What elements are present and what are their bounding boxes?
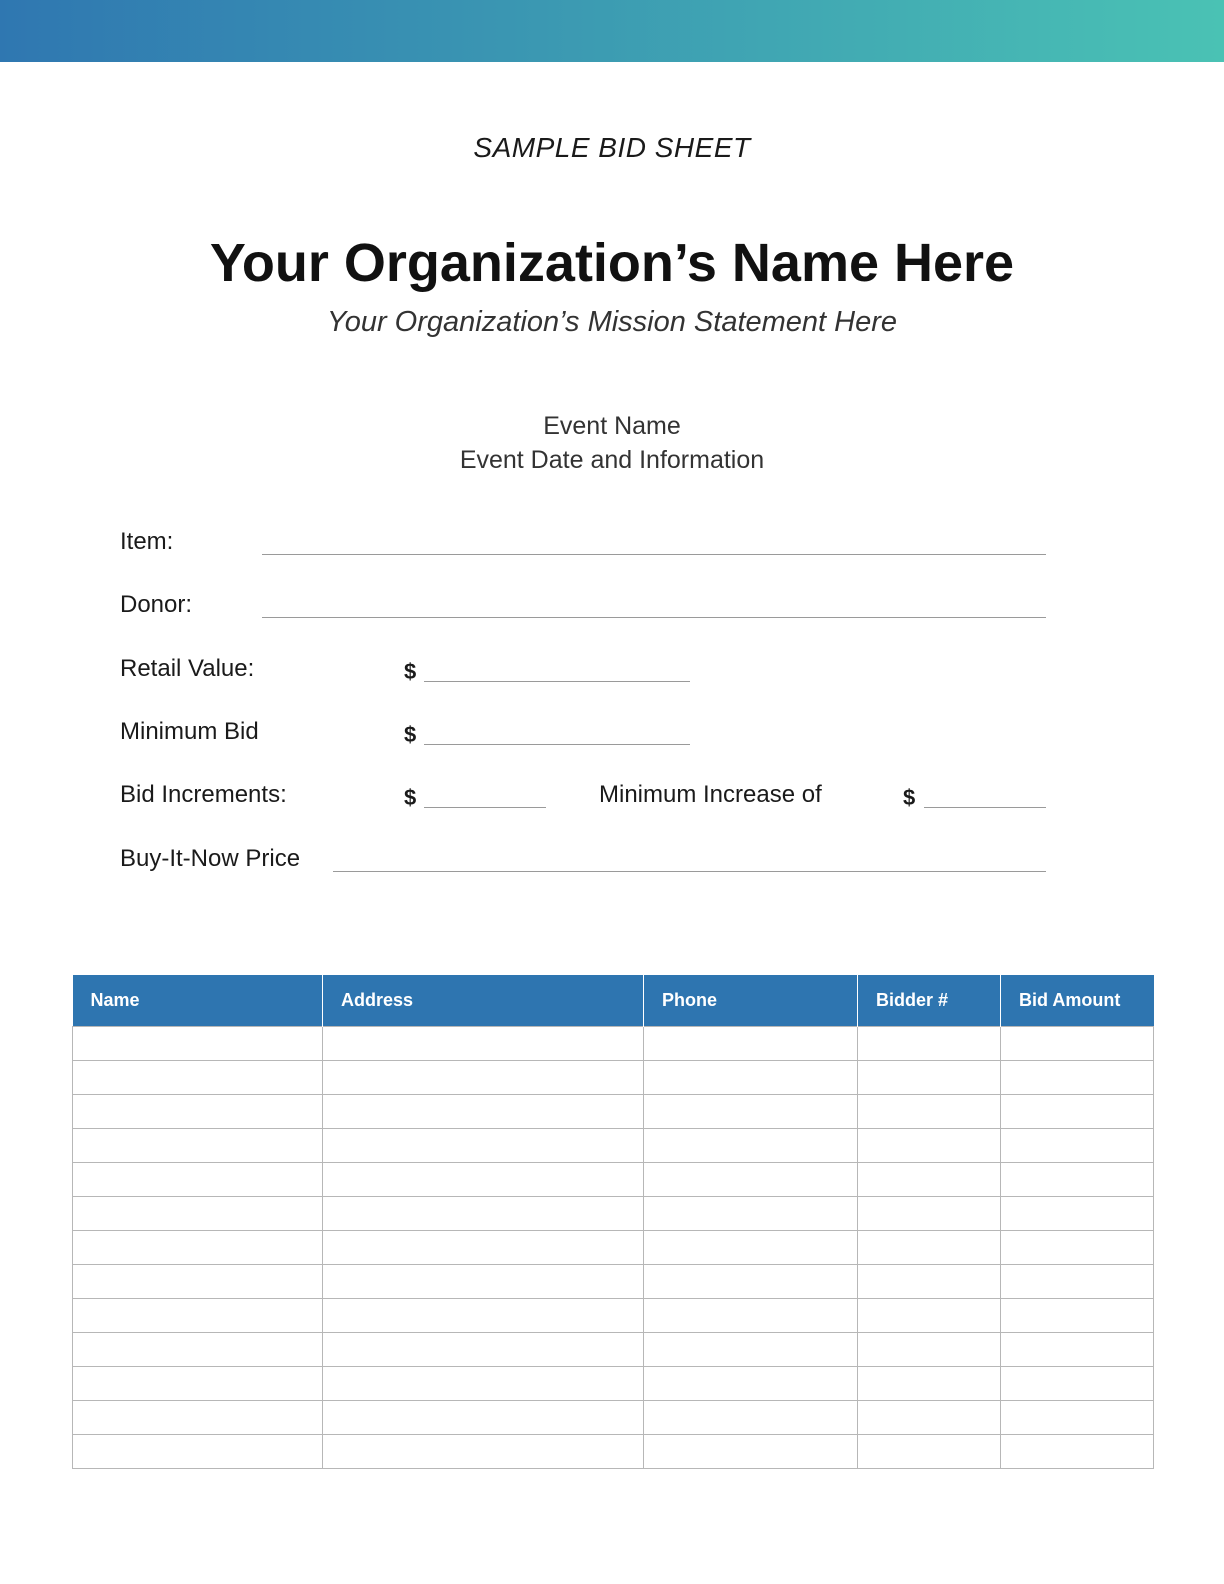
cell-name[interactable] xyxy=(73,1333,323,1367)
cell-bidder-number[interactable] xyxy=(858,1061,1001,1095)
cell-phone[interactable] xyxy=(644,1299,858,1333)
cell-bid-amount[interactable] xyxy=(1001,1401,1154,1435)
cell-bidder-number[interactable] xyxy=(858,1231,1001,1265)
cell-address[interactable] xyxy=(323,1095,644,1129)
cell-name[interactable] xyxy=(73,1367,323,1401)
cell-name[interactable] xyxy=(73,1265,323,1299)
minimum-increase-label: Minimum Increase of xyxy=(599,781,822,808)
buy-it-now-label: Buy-It-Now Price xyxy=(120,845,301,872)
cell-phone[interactable] xyxy=(644,1231,858,1265)
cell-address[interactable] xyxy=(323,1435,644,1469)
table-row xyxy=(73,1265,1154,1299)
cell-name[interactable] xyxy=(73,1435,323,1469)
cell-name[interactable] xyxy=(73,1231,323,1265)
cell-address[interactable] xyxy=(323,1061,644,1095)
cell-bid-amount[interactable] xyxy=(1001,1231,1154,1265)
cell-bid-amount[interactable] xyxy=(1001,1265,1154,1299)
minimum-increase-currency: $ xyxy=(903,785,916,810)
cell-bid-amount[interactable] xyxy=(1001,1095,1154,1129)
table-row xyxy=(73,1435,1154,1469)
item-label: Item: xyxy=(120,528,174,555)
cell-bidder-number[interactable] xyxy=(858,1197,1001,1231)
cell-bid-amount[interactable] xyxy=(1001,1435,1154,1469)
minimum-bid-field[interactable] xyxy=(424,714,690,745)
column-header-bidder-number: Bidder # xyxy=(858,975,1001,1027)
cell-bidder-number[interactable] xyxy=(858,1129,1001,1163)
table-row xyxy=(73,1299,1154,1333)
cell-bidder-number[interactable] xyxy=(858,1265,1001,1299)
cell-name[interactable] xyxy=(73,1197,323,1231)
column-header-address: Address xyxy=(323,975,644,1027)
table-row xyxy=(73,1129,1154,1163)
cell-bidder-number[interactable] xyxy=(858,1367,1001,1401)
bid-table xyxy=(72,975,1154,1469)
column-header-phone: Phone xyxy=(644,975,858,1027)
cell-bidder-number[interactable] xyxy=(858,1401,1001,1435)
event-date-info: Event Date and Information xyxy=(459,446,765,474)
table-row xyxy=(73,1333,1154,1367)
cell-bid-amount[interactable] xyxy=(1001,1061,1154,1095)
cell-name[interactable] xyxy=(73,1095,323,1129)
cell-bidder-number[interactable] xyxy=(858,1095,1001,1129)
minimum-increase-field[interactable] xyxy=(924,777,1046,808)
cell-name[interactable] xyxy=(73,1163,323,1197)
cell-address[interactable] xyxy=(323,1299,644,1333)
cell-name[interactable] xyxy=(73,1299,323,1333)
cell-phone[interactable] xyxy=(644,1435,858,1469)
donor-label: Donor: xyxy=(120,591,193,618)
cell-phone[interactable] xyxy=(644,1367,858,1401)
cell-name[interactable] xyxy=(73,1129,323,1163)
cell-bidder-number[interactable] xyxy=(858,1299,1001,1333)
cell-phone[interactable] xyxy=(644,1027,858,1061)
bid-table-header xyxy=(73,975,1154,1027)
cell-bidder-number[interactable] xyxy=(858,1333,1001,1367)
cell-bid-amount[interactable] xyxy=(1001,1027,1154,1061)
cell-phone[interactable] xyxy=(644,1163,858,1197)
cell-bidder-number[interactable] xyxy=(858,1435,1001,1469)
cell-bid-amount[interactable] xyxy=(1001,1163,1154,1197)
table-row xyxy=(73,1367,1154,1401)
cell-name[interactable] xyxy=(73,1027,323,1061)
retail-value-field[interactable] xyxy=(424,651,690,682)
cell-bid-amount[interactable] xyxy=(1001,1299,1154,1333)
cell-bid-amount[interactable] xyxy=(1001,1129,1154,1163)
item-field[interactable] xyxy=(262,524,1046,555)
cell-address[interactable] xyxy=(323,1163,644,1197)
cell-bidder-number[interactable] xyxy=(858,1027,1001,1061)
event-name: Event Name xyxy=(543,412,681,440)
cell-address[interactable] xyxy=(323,1129,644,1163)
cell-address[interactable] xyxy=(323,1401,644,1435)
cell-phone[interactable] xyxy=(644,1197,858,1231)
mission-statement: Your Organization’s Mission Statement Here xyxy=(326,306,898,338)
cell-address[interactable] xyxy=(323,1231,644,1265)
table-row xyxy=(73,1027,1154,1061)
cell-bid-amount[interactable] xyxy=(1001,1367,1154,1401)
cell-bidder-number[interactable] xyxy=(858,1163,1001,1197)
cell-address[interactable] xyxy=(323,1027,644,1061)
cell-phone[interactable] xyxy=(644,1129,858,1163)
table-row xyxy=(73,1231,1154,1265)
buy-it-now-field[interactable] xyxy=(333,841,1046,872)
cell-name[interactable] xyxy=(73,1401,323,1435)
retail-value-currency: $ xyxy=(404,659,417,684)
cell-phone[interactable] xyxy=(644,1061,858,1095)
bid-increments-field[interactable] xyxy=(424,777,546,808)
sheet-label: SAMPLE BID SHEET xyxy=(473,132,751,163)
cell-phone[interactable] xyxy=(644,1333,858,1367)
cell-address[interactable] xyxy=(323,1367,644,1401)
minimum-bid-currency: $ xyxy=(404,722,417,747)
retail-value-label: Retail Value: xyxy=(120,655,255,682)
cell-address[interactable] xyxy=(323,1197,644,1231)
column-header-name: Name xyxy=(73,975,323,1027)
minimum-bid-label: Minimum Bid xyxy=(120,718,259,745)
cell-phone[interactable] xyxy=(644,1401,858,1435)
bid-table-body xyxy=(73,1027,1154,1469)
top-gradient-band xyxy=(0,0,1224,62)
donor-field[interactable] xyxy=(262,587,1046,618)
table-row xyxy=(73,1095,1154,1129)
column-header-bid-amount: Bid Amount xyxy=(1001,975,1154,1027)
bid-increments-label: Bid Increments: xyxy=(120,781,287,808)
cell-phone[interactable] xyxy=(644,1095,858,1129)
cell-phone[interactable] xyxy=(644,1265,858,1299)
table-row xyxy=(73,1163,1154,1197)
table-row xyxy=(73,1197,1154,1231)
bid-increments-currency: $ xyxy=(404,785,417,810)
cell-bid-amount[interactable] xyxy=(1001,1333,1154,1367)
table-row xyxy=(73,1061,1154,1095)
table-row xyxy=(73,1401,1154,1435)
cell-address[interactable] xyxy=(323,1265,644,1299)
cell-name[interactable] xyxy=(73,1061,323,1095)
organization-name: Your Organization’s Name Here xyxy=(209,233,1015,293)
cell-bid-amount[interactable] xyxy=(1001,1197,1154,1231)
cell-address[interactable] xyxy=(323,1333,644,1367)
